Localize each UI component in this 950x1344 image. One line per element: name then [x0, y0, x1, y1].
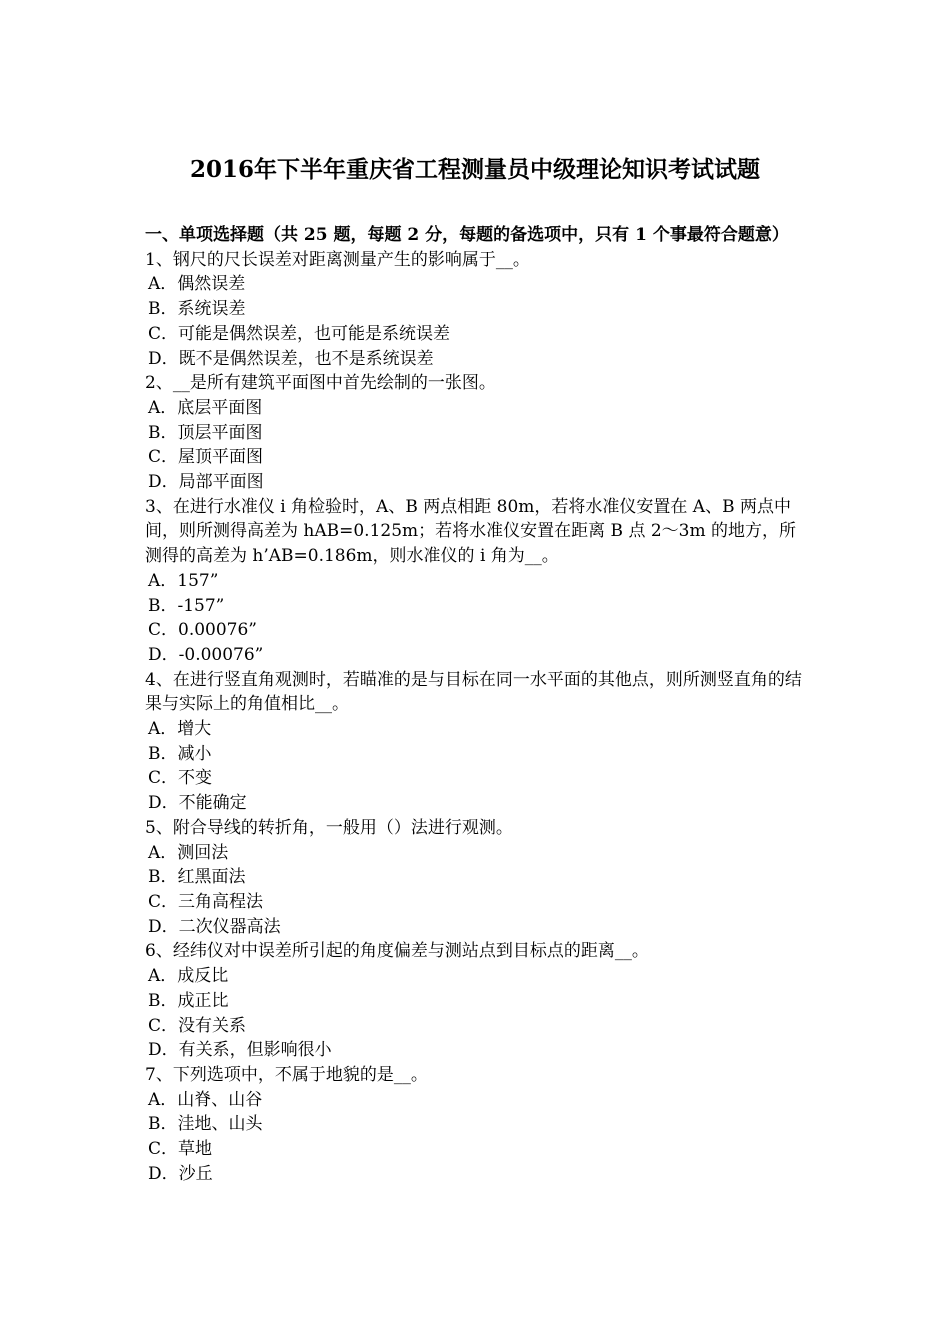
question-5	[145, 816, 810, 940]
question-4	[145, 668, 810, 816]
question-stem: 6、经纬仪对中误差所引起的角度偏差与测站点到目标点的距离__。	[145, 941, 649, 962]
option-b: B．减小	[148, 743, 212, 764]
question-stem: 1、钢尺的尺长误差对距离测量产生的影响属于__。	[145, 249, 530, 270]
question-7	[145, 1063, 810, 1187]
option-b: B．洼地、山头	[148, 1114, 263, 1135]
option-b: B．系统误差	[148, 299, 246, 320]
question-stem: 3、在进行水准仪 i 角检验时，A、B 两点相距 80m，若将水准仪安置在 A、B 两点中间，则所测得高差为 hAB=0.125m；若将水准仪安置在距离 B 点 2～3m 的地方，所测得的高差为 h’AB=0.186m，则水准仪的 i 角为__。	[145, 496, 797, 567]
option-c: C．屋顶平面图	[148, 447, 264, 468]
question-stem: 7、下列选项中，不属于地貌的是__。	[145, 1064, 428, 1085]
option-c: C．没有关系	[148, 1015, 247, 1036]
option-d: D．-0.00076”	[148, 644, 264, 665]
option-d: D．不能确定	[148, 793, 247, 814]
document-body	[145, 223, 810, 1186]
option-a: A．成反比	[148, 966, 229, 987]
option-c: C．三角高程法	[148, 891, 264, 912]
option-d: D．沙丘	[148, 1163, 213, 1184]
option-a: A．157”	[148, 570, 219, 591]
option-d: D．二次仪器高法	[148, 916, 281, 937]
question-6	[145, 939, 810, 1063]
section-heading: 一、单项选择题（共 25 题，每题 2 分，每题的备选项中，只有 1 个事最符合题意）	[145, 225, 789, 245]
option-b: B．-157”	[148, 595, 225, 616]
option-c: C．不变	[148, 768, 213, 789]
option-b: B．成正比	[148, 990, 229, 1011]
option-b: B．红黑面法	[148, 867, 246, 888]
option-c: C．草地	[148, 1139, 213, 1160]
question-3	[145, 495, 810, 668]
option-a: A．山脊、山谷	[148, 1089, 263, 1110]
option-a: A．增大	[148, 719, 212, 740]
option-a: A．偶然误差	[148, 274, 246, 295]
option-b: B．顶层平面图	[148, 422, 263, 443]
question-2	[145, 371, 810, 495]
question-stem: 2、__是所有建筑平面图中首先绘制的一张图。	[145, 373, 496, 394]
option-c: C．0.00076”	[148, 620, 257, 641]
document-title: 2016年下半年重庆省工程测量员中级理论知识考试试题	[189, 156, 760, 183]
option-d: D．既不是偶然误差，也不是系统误差	[148, 348, 434, 369]
option-c: C．可能是偶然误差，也可能是系统误差	[148, 323, 451, 344]
question-stem: 4、在进行竖直角观测时，若瞄准的是与目标在同一水平面的其他点，则所测竖直角的结果与实际上的角值相比__。	[145, 669, 802, 715]
option-d: D．局部平面图	[148, 472, 264, 493]
option-a: A．底层平面图	[148, 397, 263, 418]
option-a: A．测回法	[148, 842, 229, 863]
option-d: D．有关系，但影响很小	[148, 1040, 332, 1061]
question-stem: 5、附合导线的转折角，一般用（）法进行观测。	[145, 817, 513, 838]
question-1	[145, 248, 810, 372]
